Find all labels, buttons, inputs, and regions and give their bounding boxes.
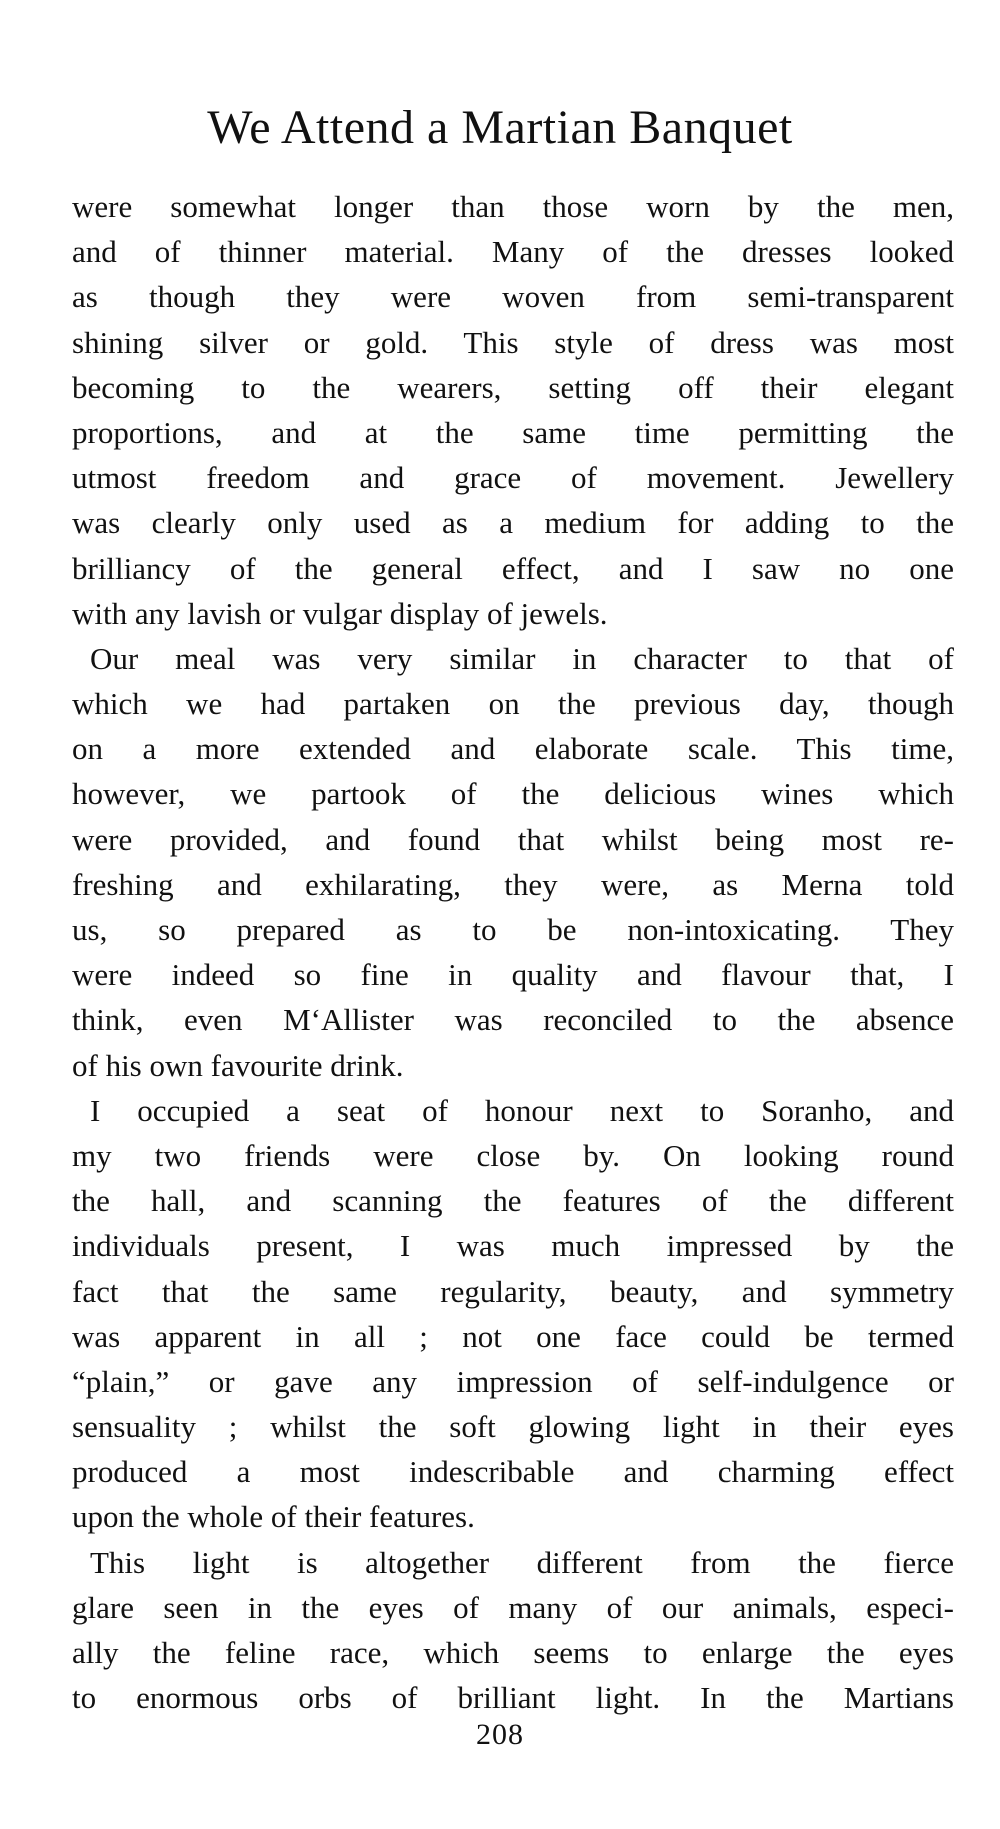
running-header-title: We Attend a Martian Banquet bbox=[207, 101, 793, 154]
text-line: and of thinner material. Many of the dresses looked bbox=[72, 234, 954, 270]
text-line: were somewhat longer than those worn by the men, bbox=[72, 189, 954, 224]
paragraph bbox=[72, 1088, 954, 1540]
text-line: were provided, and found that whilst being most re- bbox=[72, 821, 954, 857]
text-line: individuals present, I was much impressed by the bbox=[72, 1228, 954, 1264]
text-line: was clearly only used as a medium for adding to the bbox=[72, 505, 954, 541]
text-line: proportions, and at the same time permitting the bbox=[72, 414, 954, 450]
text-line: “plain,” or gave any impression of self-indulgence or bbox=[72, 1363, 954, 1399]
text-line: This light is altogether different from the fierce bbox=[90, 1544, 954, 1580]
text-line: to enormous orbs of brilliant light. In the Martians bbox=[72, 1680, 954, 1716]
text-line: as though they were woven from semi-transparent bbox=[72, 279, 954, 315]
text-line: shining silver or gold. This style of dress was most bbox=[72, 324, 954, 360]
text-line: becoming to the wearers, setting off their elegant bbox=[72, 369, 954, 405]
text-line: ally the feline race, which seems to enlarge the eyes bbox=[72, 1635, 954, 1670]
text-line: brilliancy of the general effect, and I saw no one bbox=[72, 550, 954, 586]
paragraph bbox=[72, 636, 954, 1088]
paragraph bbox=[72, 1540, 954, 1721]
text-line: sensuality ; whilst the soft glowing light in their eyes bbox=[72, 1409, 954, 1445]
text-line: utmost freedom and grace of movement. Jewellery bbox=[72, 460, 954, 496]
text-line: which we had partaken on the previous day, though bbox=[72, 686, 954, 722]
text-line: was apparent in all ; not one face could be termed bbox=[72, 1318, 954, 1354]
text-line: with any lavish or vulgar display of jewels. bbox=[72, 595, 608, 631]
paragraph bbox=[72, 184, 954, 636]
text-line: Our meal was very similar in character to that of bbox=[90, 640, 954, 676]
text-line: I occupied a seat of honour next to Soranho, and bbox=[90, 1092, 954, 1128]
text-line: glare seen in the eyes of many of our animals, especi- bbox=[72, 1589, 954, 1625]
text-line: freshing and exhilarating, they were, as Merna told bbox=[72, 866, 954, 902]
text-line: fact that the same regularity, beauty, and symmetry bbox=[72, 1273, 954, 1309]
text-line: my two friends were close by. On looking round bbox=[72, 1137, 954, 1173]
text-line: us, so prepared as to be non-intoxicating. They bbox=[72, 912, 954, 947]
text-line: were indeed so fine in quality and flavour that, I bbox=[72, 957, 954, 993]
text-line: the hall, and scanning the features of the different bbox=[72, 1183, 954, 1219]
text-line: think, even M‘Allister was reconciled to the absence bbox=[72, 1002, 954, 1038]
text-line: on a more extended and elaborate scale. This time, bbox=[72, 731, 954, 767]
text-line: produced a most indescribable and charming effect bbox=[72, 1454, 954, 1490]
text-line: upon the whole of their features. bbox=[72, 1499, 475, 1535]
text-line: of his own favourite drink. bbox=[72, 1047, 404, 1083]
body-text bbox=[72, 184, 954, 1720]
page-number: 208 bbox=[476, 1718, 524, 1751]
text-line: however, we partook of the delicious wines which bbox=[72, 776, 954, 812]
